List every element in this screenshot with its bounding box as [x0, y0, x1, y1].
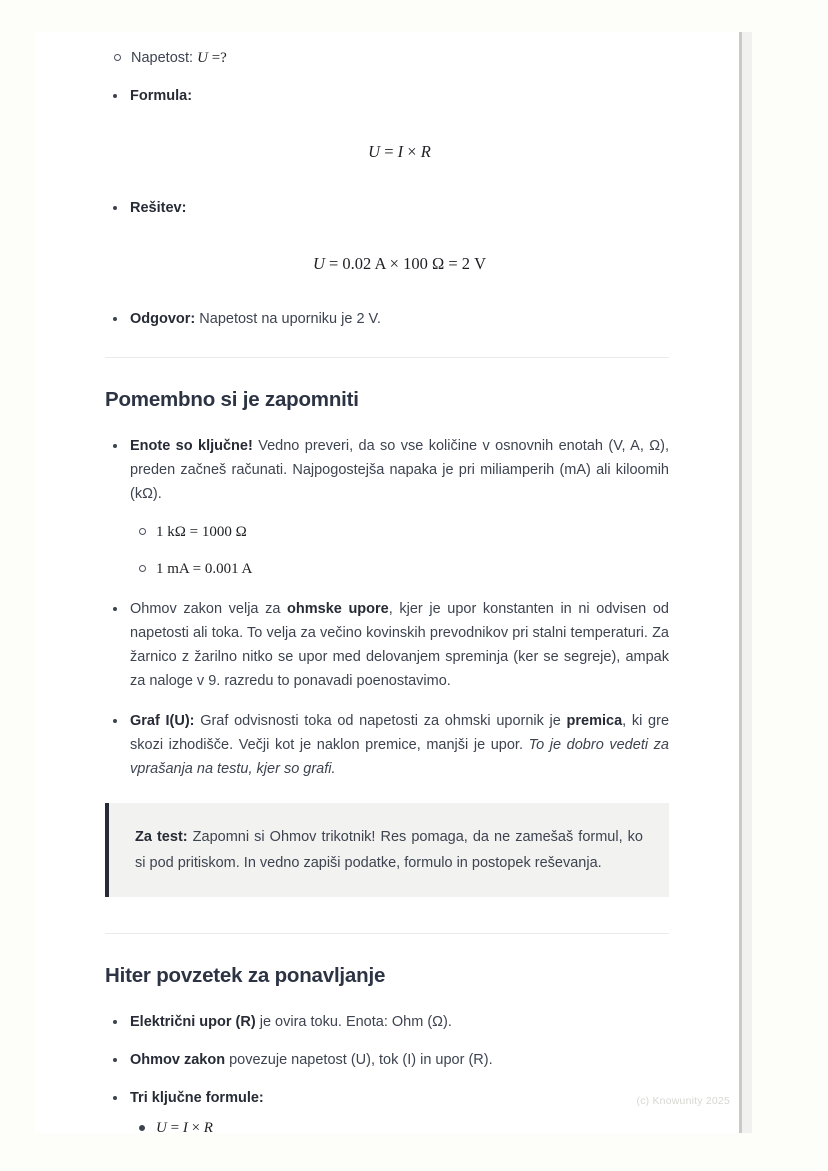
solution-math: U = 0.02 A × 100 Ω = 2 V: [312, 253, 487, 273]
list-item-answer: [105, 307, 669, 331]
conversion-ma: 1 mA = 0.001 A: [156, 560, 253, 577]
list-item-solution: [105, 196, 669, 277]
exam-tip-callout: [105, 803, 669, 897]
graph-part2: , ki gre skozi izhodišče. Večji kot je naklon premice, manjši je upor.: [130, 712, 670, 753]
graph-part1: Graf odvisnosti toka od napetosti za ohmski upornik je: [194, 712, 567, 729]
list-item-ohms-law: [105, 1048, 669, 1072]
summary-bold-0: Električni upor (R): [130, 1013, 256, 1030]
section-divider-top: [105, 357, 669, 358]
section-divider-bottom: [105, 933, 669, 934]
list-item-ohmic: [105, 597, 669, 693]
unit-conversions-list: [130, 520, 669, 580]
given-label: Napetost:: [131, 50, 194, 66]
solution-steps-list: [105, 84, 669, 331]
conversion-kohm: 1 kΩ = 1000 Ω: [156, 524, 247, 541]
list-item-graph: [105, 709, 669, 781]
summary-rest-0: je ovira toku. Enota: Ohm (Ω).: [255, 1013, 452, 1030]
units-body: Vedno preveri, da so vse količine v osnovnih enotah (V, A, Ω), preden začneš računati. Najpogostejša napaka je pri miliamperih (mA) ali kiloomih (kΩ).: [130, 438, 669, 503]
list-item-units: [105, 434, 669, 581]
vertical-scrollbar[interactable]: [739, 32, 752, 1133]
page-title-important: Pomembno si je zapomniti: [105, 388, 359, 412]
solution-label: Rešitev:: [130, 199, 187, 216]
summary-formulas-list: [130, 1116, 669, 1133]
summary-formula-0: U = I × R: [156, 1119, 213, 1133]
list-item: [130, 1116, 669, 1133]
list-item: [105, 46, 669, 70]
units-lead: Enote so ključne!: [130, 438, 253, 455]
document-content: [35, 32, 739, 1133]
answer-label: Odgovor:: [130, 311, 196, 328]
summary-list: [105, 1010, 669, 1133]
summary-bold-2: Tri ključne formule:: [130, 1089, 264, 1106]
callout-lead: Za test:: [135, 829, 188, 846]
list-item-formulas: [105, 1086, 669, 1133]
list-item-resistance: [105, 1010, 669, 1034]
formula-math: U = I × R: [368, 142, 431, 162]
ohmic-part1: Ohmov zakon velja za: [130, 600, 288, 617]
given-math: U =?: [197, 50, 227, 66]
callout-body: Zapomni si Ohmov trikotnik! Res pomaga, da ne zamešaš formul, ko si pod pritiskom. In vedno zapiši podatke, formulo in postopek reševanja.: [135, 829, 643, 871]
list-item: [130, 520, 669, 544]
scrollbar-thumb[interactable]: [739, 32, 742, 1133]
graph-lead: Graf I(U):: [130, 712, 195, 729]
summary-rest-1: povezuje napetost (U), tok (I) in upor (R).: [225, 1051, 493, 1068]
list-item: [130, 557, 669, 581]
ohmic-part2: , kjer je upor konstanten in ni odvisen od napetosti ali toka. To velja za večino kovinskih prevodnikov pri stalni temperaturi. Za žarnico z žarilno nitko se upor med delovanjem spreminja (ker se segreje), ampak za naloge v 9. razredu to ponavadi poenostavimo.: [130, 600, 669, 689]
copyright-watermark: (c) Knowunity 2025: [636, 1095, 730, 1107]
formula-block: [130, 138, 669, 165]
important-points-list: [105, 434, 669, 781]
page-title-summary: Hiter povzetek za ponavljanje: [105, 963, 386, 987]
solution-block: [130, 250, 669, 277]
document-card: [35, 32, 752, 1133]
graph-italic: To je dobro vedeti za vprašanja na testu, kjer so grafi.: [130, 737, 669, 778]
given-values-list: [105, 46, 669, 70]
summary-bold-1: Ohmov zakon: [130, 1051, 226, 1068]
graph-bold: premica: [566, 712, 623, 729]
formula-label: Formula:: [130, 88, 193, 105]
callout-paragraph: [135, 825, 643, 877]
answer-text: Napetost na uporniku je 2 V.: [195, 311, 381, 328]
ohmic-bold: ohmske upore: [287, 600, 389, 617]
list-item-formula: [105, 84, 669, 165]
